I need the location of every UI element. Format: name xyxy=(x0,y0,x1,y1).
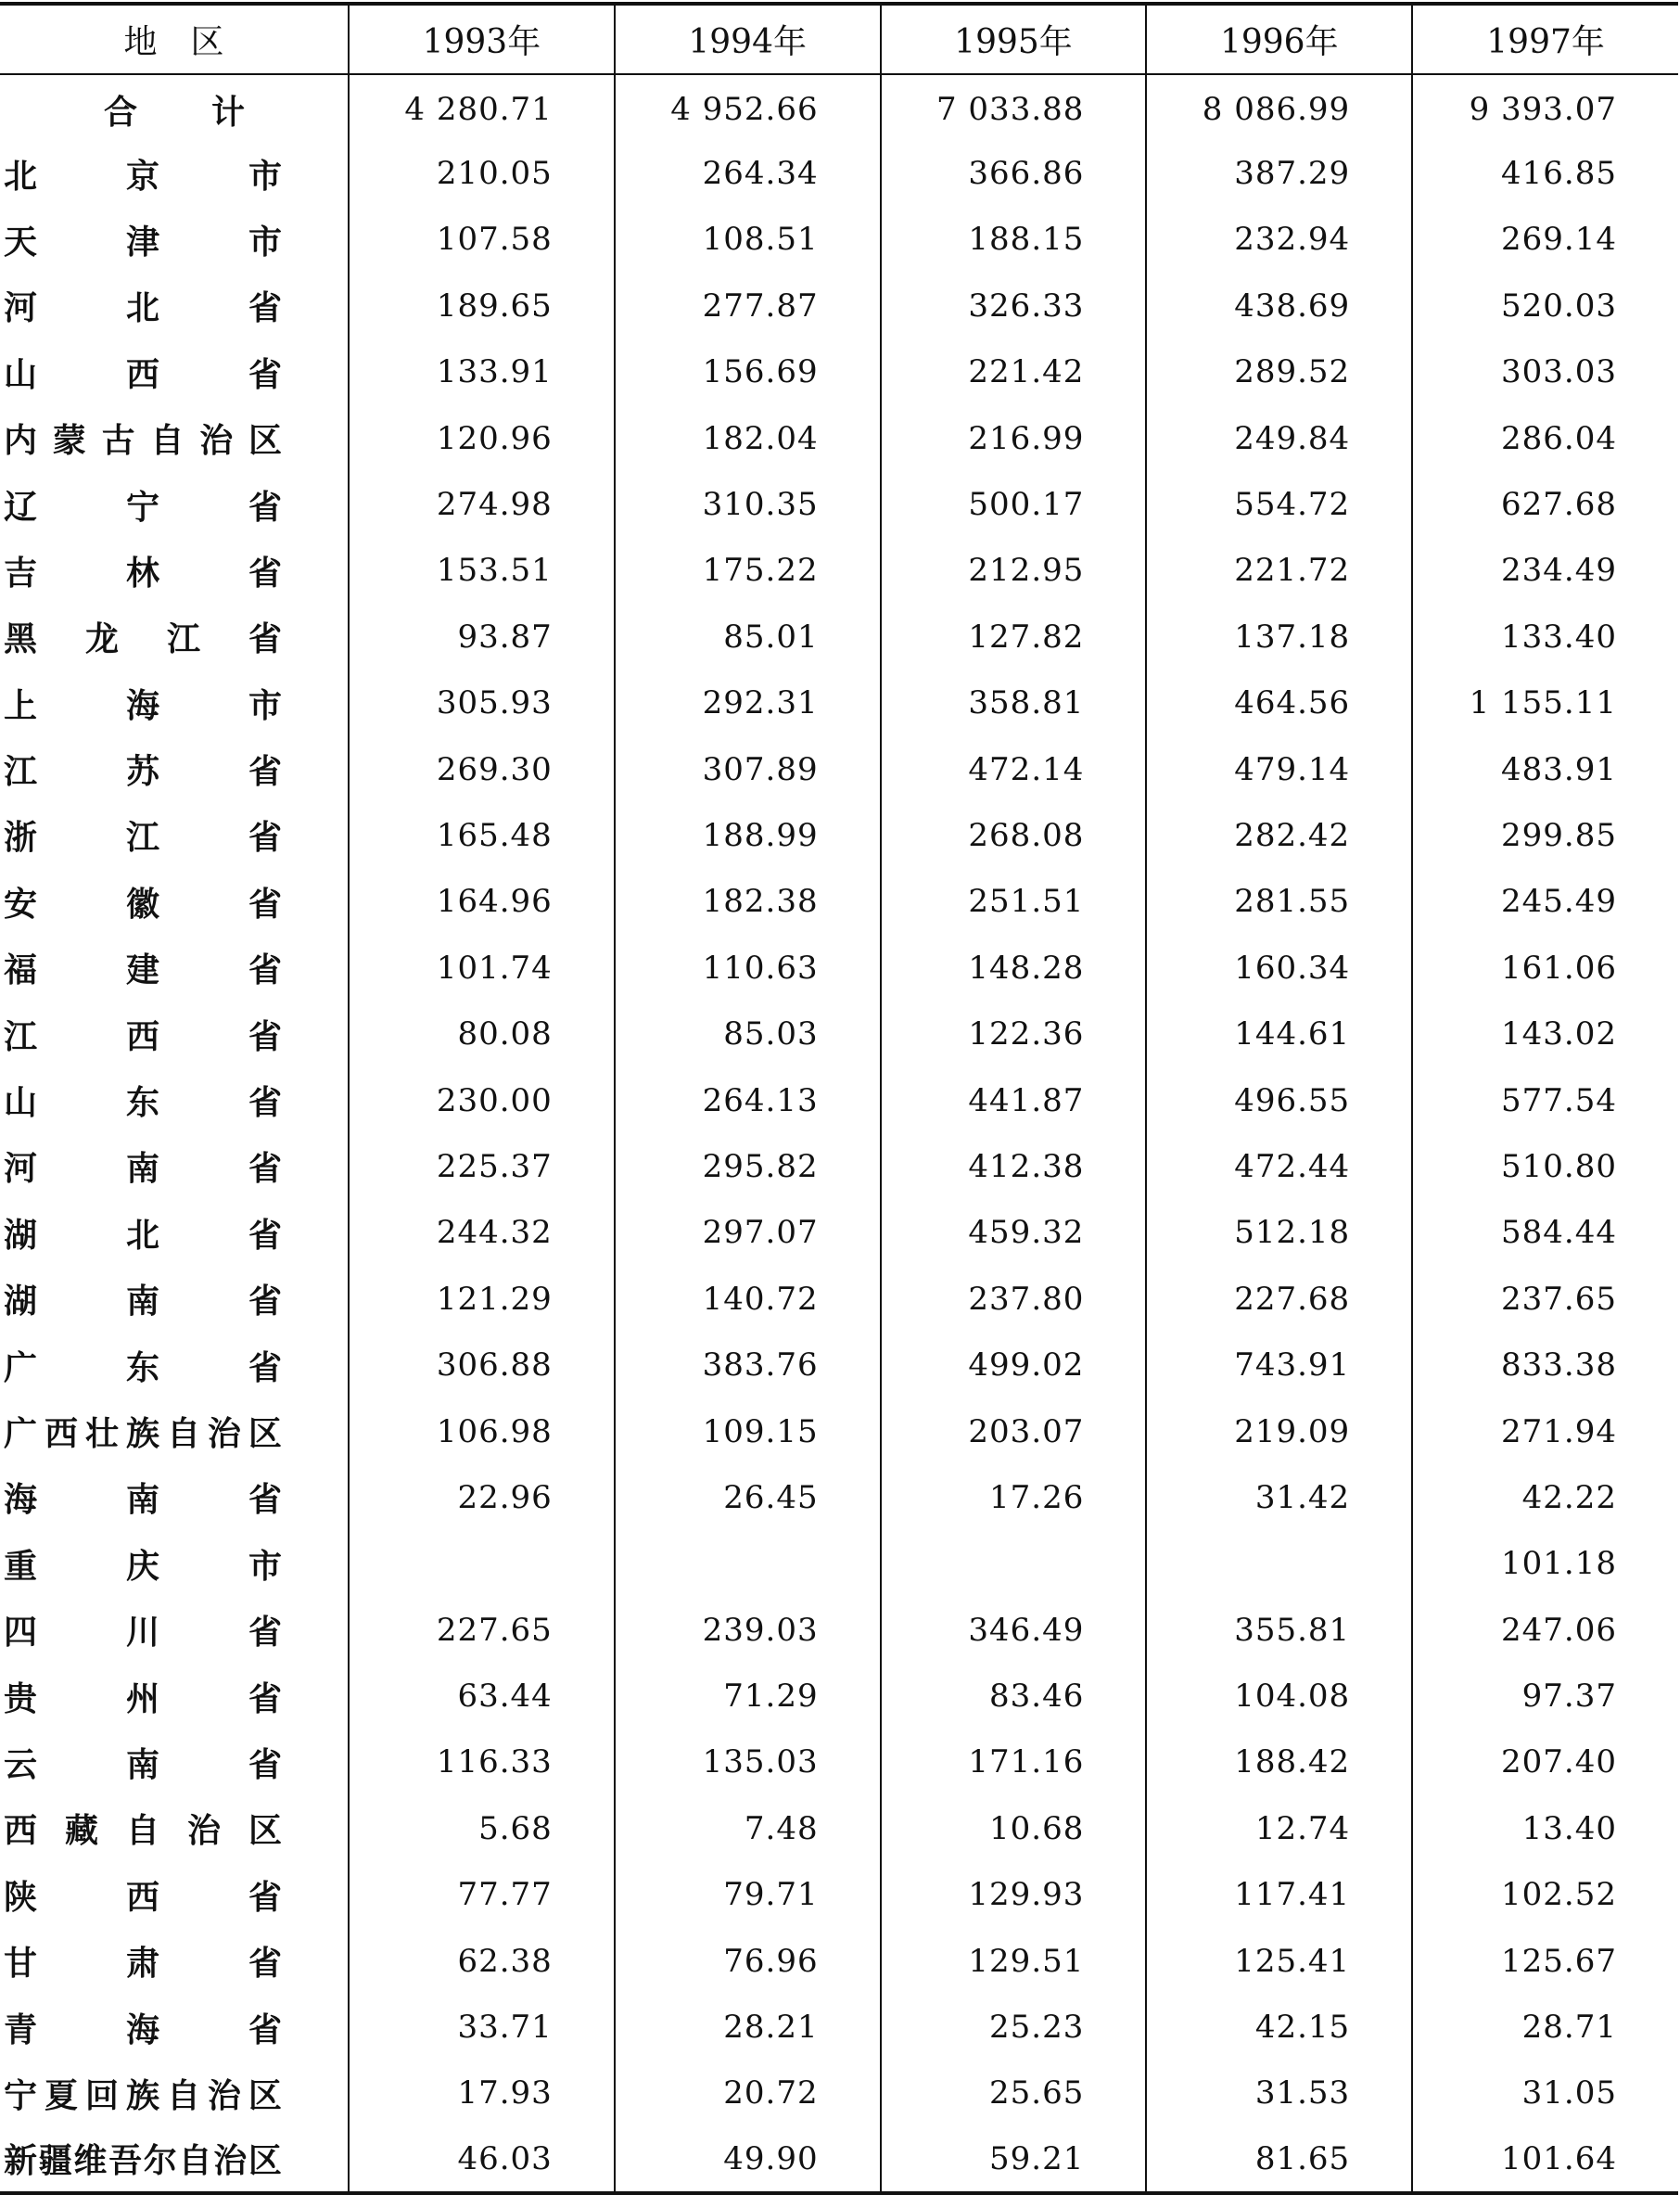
value-cell: 10.68 xyxy=(881,1795,1147,1861)
value-cell: 219.09 xyxy=(1146,1398,1412,1464)
region-cell xyxy=(0,2061,349,2126)
value-cell: 479.14 xyxy=(1146,736,1412,802)
value-cell: 496.55 xyxy=(1146,1067,1412,1133)
region-label: 湖 北 省 xyxy=(4,1215,282,1255)
table-row xyxy=(0,1266,1678,1332)
header-year-1994: 1994年 xyxy=(615,4,881,74)
value-cell: 412.38 xyxy=(881,1133,1147,1199)
value-cell: 101.18 xyxy=(1412,1531,1678,1597)
value-cell: 383.76 xyxy=(615,1332,881,1397)
region-cell xyxy=(0,604,349,670)
region-label: 湖 南 省 xyxy=(4,1282,282,1321)
value-cell: 281.55 xyxy=(1146,869,1412,935)
value-cell: 22.96 xyxy=(349,1464,615,1530)
value-cell: 175.22 xyxy=(615,538,881,604)
region-cell xyxy=(0,471,349,537)
value-cell: 245.49 xyxy=(1412,869,1678,935)
region-cell xyxy=(0,1464,349,1530)
region-cell xyxy=(0,1928,349,1994)
table-row xyxy=(0,736,1678,802)
value-cell: 189.65 xyxy=(349,273,615,338)
region-cell xyxy=(0,1994,349,2060)
value-cell: 7.48 xyxy=(615,1795,881,1861)
region-label: 陕 西 省 xyxy=(4,1877,282,1917)
value-cell: 282.42 xyxy=(1146,802,1412,868)
value-cell: 833.38 xyxy=(1412,1332,1678,1397)
table-row xyxy=(0,1332,1678,1397)
region-cell xyxy=(0,1266,349,1332)
value-cell: 171.16 xyxy=(881,1729,1147,1795)
region-label: 合 计 xyxy=(103,92,246,132)
region-cell xyxy=(0,1862,349,1928)
region-cell xyxy=(0,935,349,1001)
value-cell: 277.87 xyxy=(615,273,881,338)
region-cell xyxy=(0,1531,349,1597)
region-label: 浙 江 省 xyxy=(4,818,282,858)
value-cell: 17.26 xyxy=(881,1464,1147,1530)
value-cell: 116.33 xyxy=(349,1729,615,1795)
value-cell: 79.71 xyxy=(615,1862,881,1928)
value-cell: 85.03 xyxy=(615,1001,881,1066)
header-year-1997: 1997年 xyxy=(1412,4,1678,74)
value-cell: 483.91 xyxy=(1412,736,1678,802)
value-cell: 20.72 xyxy=(615,2061,881,2126)
region-cell xyxy=(0,1332,349,1397)
value-cell: 188.15 xyxy=(881,207,1147,273)
region-cell xyxy=(0,670,349,736)
table-row xyxy=(0,2126,1678,2192)
region-cell xyxy=(0,273,349,338)
region-label: 青 海 省 xyxy=(4,2010,282,2049)
value-cell: 230.00 xyxy=(349,1067,615,1133)
value-cell: 7 033.88 xyxy=(881,74,1147,140)
value-cell: 140.72 xyxy=(615,1266,881,1332)
value-cell: 510.80 xyxy=(1412,1133,1678,1199)
value-cell: 106.98 xyxy=(349,1398,615,1464)
value-cell: 520.03 xyxy=(1412,273,1678,338)
region-cell xyxy=(0,1729,349,1795)
value-cell: 416.85 xyxy=(1412,140,1678,206)
value-cell: 500.17 xyxy=(881,471,1147,537)
region-label: 辽 宁 省 xyxy=(4,487,282,527)
value-cell: 182.38 xyxy=(615,869,881,935)
value-cell: 97.37 xyxy=(1412,1663,1678,1729)
value-cell: 133.40 xyxy=(1412,604,1678,670)
total-row xyxy=(0,74,1678,140)
value-cell: 83.46 xyxy=(881,1663,1147,1729)
value-cell: 188.99 xyxy=(615,802,881,868)
value-cell: 28.21 xyxy=(615,1994,881,2060)
value-cell: 271.94 xyxy=(1412,1398,1678,1464)
value-cell: 438.69 xyxy=(1146,273,1412,338)
table-row xyxy=(0,1795,1678,1861)
value-cell: 274.98 xyxy=(349,471,615,537)
value-cell: 31.42 xyxy=(1146,1464,1412,1530)
region-cell xyxy=(0,538,349,604)
value-cell xyxy=(1146,1531,1412,1597)
value-cell: 310.35 xyxy=(615,471,881,537)
region-label: 福 建 省 xyxy=(4,951,282,990)
value-cell: 355.81 xyxy=(1146,1597,1412,1663)
region-label: 贵 州 省 xyxy=(4,1678,282,1718)
value-cell: 9 393.07 xyxy=(1412,74,1678,140)
region-label: 宁 夏 回 族 自 治 区 xyxy=(4,2075,282,2115)
region-cell xyxy=(0,1795,349,1861)
value-cell: 232.94 xyxy=(1146,207,1412,273)
value-cell: 358.81 xyxy=(881,670,1147,736)
value-cell: 81.65 xyxy=(1146,2126,1412,2192)
value-cell: 227.68 xyxy=(1146,1266,1412,1332)
value-cell: 93.87 xyxy=(349,604,615,670)
header-year-1995: 1995年 xyxy=(881,4,1147,74)
region-label: 内 蒙 古 自 治 区 xyxy=(4,421,282,461)
table-row xyxy=(0,1663,1678,1729)
value-cell: 584.44 xyxy=(1412,1200,1678,1266)
data-table xyxy=(0,2,1678,2195)
value-cell: 33.71 xyxy=(349,1994,615,2060)
value-cell: 297.07 xyxy=(615,1200,881,1266)
region-label: 河 北 省 xyxy=(4,288,282,328)
value-cell: 188.42 xyxy=(1146,1729,1412,1795)
value-cell: 307.89 xyxy=(615,736,881,802)
value-cell: 627.68 xyxy=(1412,471,1678,537)
value-cell: 472.14 xyxy=(881,736,1147,802)
table-row xyxy=(0,1597,1678,1663)
table-row xyxy=(0,1928,1678,1994)
table-row xyxy=(0,1133,1678,1199)
value-cell: 31.05 xyxy=(1412,2061,1678,2126)
value-cell: 299.85 xyxy=(1412,802,1678,868)
region-label: 四 川 省 xyxy=(4,1613,282,1653)
value-cell: 1 155.11 xyxy=(1412,670,1678,736)
value-cell: 42.15 xyxy=(1146,1994,1412,2060)
value-cell: 303.03 xyxy=(1412,339,1678,405)
value-cell: 210.05 xyxy=(349,140,615,206)
value-cell: 554.72 xyxy=(1146,471,1412,537)
value-cell: 264.34 xyxy=(615,140,881,206)
header-region: 地区 xyxy=(0,4,349,74)
table-row xyxy=(0,405,1678,471)
value-cell: 71.29 xyxy=(615,1663,881,1729)
value-cell: 305.93 xyxy=(349,670,615,736)
value-cell: 239.03 xyxy=(615,1597,881,1663)
value-cell: 153.51 xyxy=(349,538,615,604)
value-cell: 441.87 xyxy=(881,1067,1147,1133)
value-cell: 268.08 xyxy=(881,802,1147,868)
value-cell: 249.84 xyxy=(1146,405,1412,471)
table-row xyxy=(0,339,1678,405)
value-cell: 292.31 xyxy=(615,670,881,736)
value-cell: 63.44 xyxy=(349,1663,615,1729)
value-cell: 225.37 xyxy=(349,1133,615,1199)
value-cell: 127.82 xyxy=(881,604,1147,670)
value-cell: 109.15 xyxy=(615,1398,881,1464)
region-label: 西 藏 自 治 区 xyxy=(4,1811,282,1851)
header-row xyxy=(0,4,1678,74)
value-cell: 76.96 xyxy=(615,1928,881,1994)
value-cell: 17.93 xyxy=(349,2061,615,2126)
table-row xyxy=(0,1531,1678,1597)
region-label: 北 京 市 xyxy=(4,156,282,196)
region-label: 山 东 省 xyxy=(4,1083,282,1123)
value-cell: 121.29 xyxy=(349,1266,615,1332)
value-cell: 577.54 xyxy=(1412,1067,1678,1133)
region-cell xyxy=(0,869,349,935)
value-cell: 42.22 xyxy=(1412,1464,1678,1530)
value-cell: 13.40 xyxy=(1412,1795,1678,1861)
value-cell: 107.58 xyxy=(349,207,615,273)
table-row xyxy=(0,1862,1678,1928)
region-label: 海 南 省 xyxy=(4,1480,282,1520)
value-cell: 62.38 xyxy=(349,1928,615,1994)
value-cell: 117.41 xyxy=(1146,1862,1412,1928)
value-cell: 31.53 xyxy=(1146,2061,1412,2126)
region-cell xyxy=(0,1133,349,1199)
header-year-1996: 1996年 xyxy=(1146,4,1412,74)
value-cell: 110.63 xyxy=(615,935,881,1001)
region-cell xyxy=(0,1067,349,1133)
value-cell xyxy=(615,1531,881,1597)
region-label: 天 津 市 xyxy=(4,222,282,262)
region-label: 上 海 市 xyxy=(4,685,282,725)
value-cell: 120.96 xyxy=(349,405,615,471)
value-cell: 346.49 xyxy=(881,1597,1147,1663)
region-cell xyxy=(0,1200,349,1266)
value-cell: 295.82 xyxy=(615,1133,881,1199)
value-cell: 264.13 xyxy=(615,1067,881,1133)
table-row xyxy=(0,273,1678,338)
value-cell: 221.42 xyxy=(881,339,1147,405)
table-row xyxy=(0,935,1678,1001)
region-label: 新 疆 维 吾 尔 自 治 区 xyxy=(4,2141,282,2181)
value-cell: 5.68 xyxy=(349,1795,615,1861)
value-cell: 237.80 xyxy=(881,1266,1147,1332)
table-row xyxy=(0,1001,1678,1066)
region-label: 甘 肃 省 xyxy=(4,1944,282,1984)
region-cell xyxy=(0,405,349,471)
value-cell: 156.69 xyxy=(615,339,881,405)
value-cell: 4 280.71 xyxy=(349,74,615,140)
value-cell: 135.03 xyxy=(615,1729,881,1795)
table-row xyxy=(0,869,1678,935)
value-cell xyxy=(349,1531,615,1597)
value-cell: 212.95 xyxy=(881,538,1147,604)
value-cell: 221.72 xyxy=(1146,538,1412,604)
value-cell: 49.90 xyxy=(615,2126,881,2192)
value-cell: 12.74 xyxy=(1146,1795,1412,1861)
value-cell: 182.04 xyxy=(615,405,881,471)
region-label: 山 西 省 xyxy=(4,354,282,394)
region-cell xyxy=(0,339,349,405)
table-row xyxy=(0,1464,1678,1530)
value-cell: 26.45 xyxy=(615,1464,881,1530)
region-cell xyxy=(0,802,349,868)
value-cell: 237.65 xyxy=(1412,1266,1678,1332)
value-cell: 80.08 xyxy=(349,1001,615,1066)
value-cell: 459.32 xyxy=(881,1200,1147,1266)
region-label: 江 西 省 xyxy=(4,1016,282,1056)
table-row xyxy=(0,670,1678,736)
value-cell: 129.51 xyxy=(881,1928,1147,1994)
value-cell: 104.08 xyxy=(1146,1663,1412,1729)
value-cell: 129.93 xyxy=(881,1862,1147,1928)
value-cell xyxy=(881,1531,1147,1597)
value-cell: 125.41 xyxy=(1146,1928,1412,1994)
value-cell: 102.52 xyxy=(1412,1862,1678,1928)
region-cell xyxy=(0,140,349,206)
value-cell: 743.91 xyxy=(1146,1332,1412,1397)
value-cell: 85.01 xyxy=(615,604,881,670)
value-cell: 251.51 xyxy=(881,869,1147,935)
value-cell: 464.56 xyxy=(1146,670,1412,736)
table-row xyxy=(0,1729,1678,1795)
table-row xyxy=(0,538,1678,604)
table-row xyxy=(0,1067,1678,1133)
region-label: 江 苏 省 xyxy=(4,752,282,792)
value-cell: 244.32 xyxy=(349,1200,615,1266)
table-row xyxy=(0,140,1678,206)
value-cell: 25.23 xyxy=(881,1994,1147,2060)
value-cell: 137.18 xyxy=(1146,604,1412,670)
value-cell: 77.77 xyxy=(349,1862,615,1928)
region-label: 河 南 省 xyxy=(4,1149,282,1189)
value-cell: 164.96 xyxy=(349,869,615,935)
value-cell: 165.48 xyxy=(349,802,615,868)
value-cell: 234.49 xyxy=(1412,538,1678,604)
table-row xyxy=(0,207,1678,273)
value-cell: 25.65 xyxy=(881,2061,1147,2126)
value-cell: 143.02 xyxy=(1412,1001,1678,1066)
value-cell: 269.30 xyxy=(349,736,615,802)
region-cell xyxy=(0,1398,349,1464)
region-label: 重 庆 市 xyxy=(4,1546,282,1586)
table-row xyxy=(0,1200,1678,1266)
region-cell xyxy=(0,74,349,140)
value-cell: 59.21 xyxy=(881,2126,1147,2192)
value-cell: 101.74 xyxy=(349,935,615,1001)
value-cell: 387.29 xyxy=(1146,140,1412,206)
value-cell: 512.18 xyxy=(1146,1200,1412,1266)
region-label: 黑 龙 江 省 xyxy=(4,619,282,659)
value-cell: 247.06 xyxy=(1412,1597,1678,1663)
table-body xyxy=(0,74,1678,2193)
region-cell xyxy=(0,1001,349,1066)
region-label: 广 东 省 xyxy=(4,1347,282,1387)
region-cell xyxy=(0,736,349,802)
value-cell: 28.71 xyxy=(1412,1994,1678,2060)
value-cell: 133.91 xyxy=(349,339,615,405)
value-cell: 160.34 xyxy=(1146,935,1412,1001)
value-cell: 4 952.66 xyxy=(615,74,881,140)
region-label: 安 徽 省 xyxy=(4,884,282,924)
value-cell: 269.14 xyxy=(1412,207,1678,273)
value-cell: 148.28 xyxy=(881,935,1147,1001)
value-cell: 227.65 xyxy=(349,1597,615,1663)
table-row xyxy=(0,1398,1678,1464)
region-cell xyxy=(0,1597,349,1663)
value-cell: 161.06 xyxy=(1412,935,1678,1001)
value-cell: 366.86 xyxy=(881,140,1147,206)
region-cell xyxy=(0,207,349,273)
value-cell: 101.64 xyxy=(1412,2126,1678,2192)
region-label: 广 西 壮 族 自 治 区 xyxy=(4,1414,282,1453)
table-row xyxy=(0,802,1678,868)
value-cell: 326.33 xyxy=(881,273,1147,338)
table-row xyxy=(0,604,1678,670)
table-row xyxy=(0,1994,1678,2060)
header-year-1993: 1993年 xyxy=(349,4,615,74)
value-cell: 8 086.99 xyxy=(1146,74,1412,140)
region-cell xyxy=(0,1663,349,1729)
region-label: 云 南 省 xyxy=(4,1744,282,1784)
value-cell: 125.67 xyxy=(1412,1928,1678,1994)
value-cell: 207.40 xyxy=(1412,1729,1678,1795)
value-cell: 289.52 xyxy=(1146,339,1412,405)
table-row xyxy=(0,2061,1678,2126)
region-label: 吉 林 省 xyxy=(4,553,282,593)
region-cell xyxy=(0,2126,349,2192)
value-cell: 108.51 xyxy=(615,207,881,273)
value-cell: 472.44 xyxy=(1146,1133,1412,1199)
value-cell: 144.61 xyxy=(1146,1001,1412,1066)
value-cell: 499.02 xyxy=(881,1332,1147,1397)
table-row xyxy=(0,471,1678,537)
value-cell: 122.36 xyxy=(881,1001,1147,1066)
value-cell: 286.04 xyxy=(1412,405,1678,471)
value-cell: 203.07 xyxy=(881,1398,1147,1464)
value-cell: 306.88 xyxy=(349,1332,615,1397)
value-cell: 46.03 xyxy=(349,2126,615,2192)
value-cell: 216.99 xyxy=(881,405,1147,471)
